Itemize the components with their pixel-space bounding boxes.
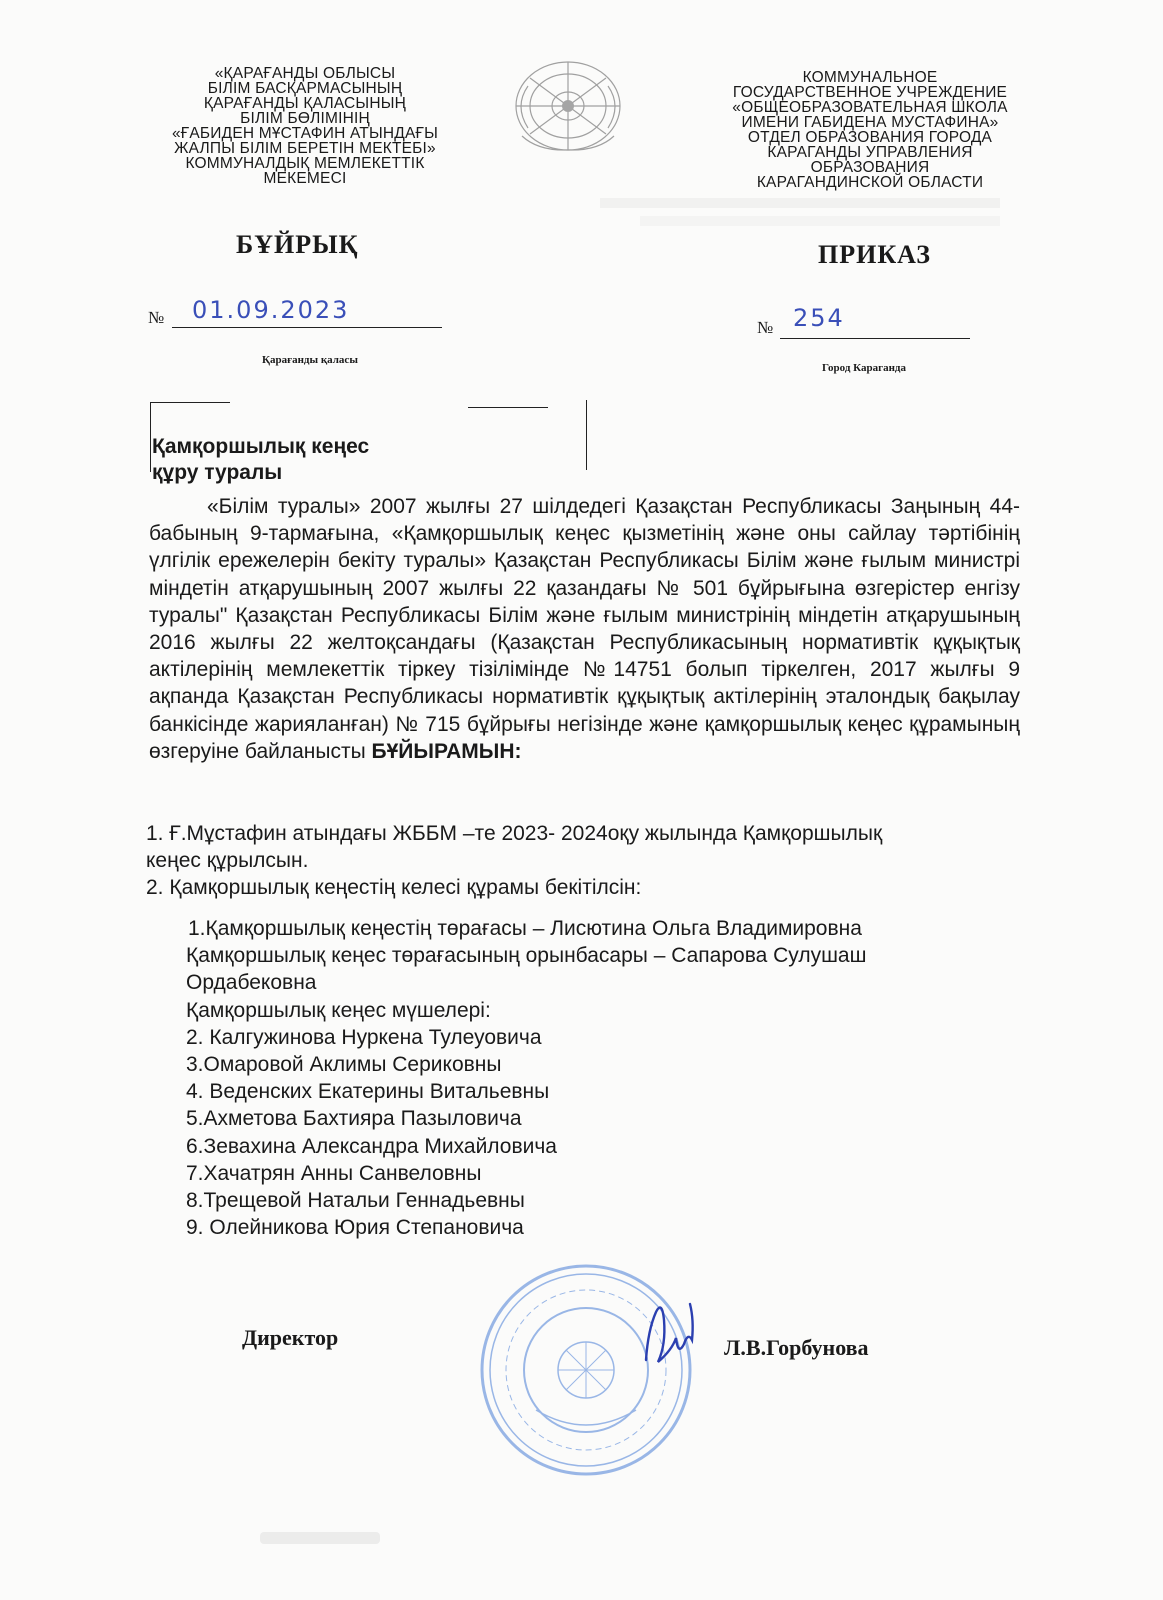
preamble-text: «Білім туралы» 2007 жылғы 27 шілдедегі Қазақстан Республикасы Заңының 44-бабының 9-тармағына, «Қамқоршылық кеңес қызметінің және оны сайлау тәртібінің үлгілік ережелерін бекіту туралы» Қазақстан Республикасы Білім және ғылым министрі міндетін атқарушының 2007 жылғы 22 қазандағы № 501 бұйрығына өзгерістер енгізу туралы" Қазақстан Республикасы Білім және ғылым министрінің міндетін атқарушының 2016 жылғы 22 желтоқсандағы (Қазақстан Республикасының нормативтік құқықтық актілерінің мемлекеттік тіркеу тізілімінде №14751 болып тіркелген, 2017 жылғы 9 ақпанда Қазақстан Республикасы нормативтік құқықтық актілерінің эталондық бақылау банкісінде жарияланған) № 715 бұйрығы негізінде және қамқоршылық кеңес құрамының өзгеруіне байланысты <box>149 495 1020 763</box>
date-number-sign: № <box>148 308 165 327</box>
header-left-line: КОММУНАЛДЫҚ МЕМЛЕКЕТТІК <box>185 155 425 172</box>
state-emblem-icon <box>508 56 628 156</box>
order-item-1-line: кеңес құрылсын. <box>146 849 309 873</box>
header-right-line: ОБРАЗОВАНИЯ <box>810 159 930 176</box>
header-right-line: ОТДЕЛ ОБРАЗОВАНИЯ ГОРОДА <box>747 129 993 146</box>
header-left-line: «ҚАРАҒАНДЫ ОБЛЫСЫ <box>214 65 396 82</box>
header-left-line: БІЛІМ БАСҚАРМАСЫНЫҢ <box>207 80 403 97</box>
order-item-1-line: 1. Ғ.Мұстафин атындағы ЖББМ –те 2023- 2024оқу жылында Қамқоршылық <box>146 822 883 845</box>
council-member-line: 8.Трещевой Натальи Геннадьевны <box>186 1189 525 1213</box>
council-members-list <box>186 915 866 1241</box>
subject-bracket-right-vertical <box>586 400 587 470</box>
subject-bracket-left-vertical <box>150 402 151 472</box>
order-item-2-text: 2. Қамқоршылық кеңестің келесі құрамы бекітілсін: <box>146 876 642 899</box>
header-left-line: ҚАРАҒАНДЫ ҚАЛАСЫНЫҢ <box>203 95 407 112</box>
header-right-line: КОММУНАЛЬНОЕ <box>802 69 938 86</box>
order-subject-line: құру туралы <box>152 461 283 484</box>
header-left-line: «ҒАБИДЕН МҰСТАФИН АТЫНДАҒЫ <box>171 125 439 142</box>
header-left-line: МЕКЕМЕСІ <box>263 170 347 187</box>
order-subject <box>152 434 369 486</box>
subject-bracket-left-top <box>150 402 230 403</box>
council-member-line: 1.Қамқоршылық кеңестің төрағасы – Лисютина Ольга Владимировна <box>188 917 862 940</box>
council-member-line: 3.Омаровой Аклимы Сериковны <box>186 1053 502 1077</box>
order-number-sign: № <box>757 318 774 337</box>
header-right <box>700 70 1040 190</box>
scan-smudge-decoration <box>260 1532 380 1544</box>
header-right-line: КАРАГАНДИНСКОЙ ОБЛАСТИ <box>756 174 984 191</box>
header-left <box>140 66 470 186</box>
council-member-line: 2. Калгужинова Нуркена Тулеуовича <box>186 1025 542 1049</box>
order-number-underline <box>780 338 970 339</box>
header-right-line: ГОСУДАРСТВЕННОЕ УЧРЕЖДЕНИЕ <box>732 84 1008 101</box>
council-member-line: 4. Веденских Екатерины Витальевны <box>186 1080 550 1104</box>
header-right-line: ИМЕНИ ГАБИДЕНА МУСТАФИНА» <box>741 114 999 131</box>
city-russian: Город Караганда <box>822 362 906 374</box>
order-subject-line: Қамқоршылық кеңес <box>152 435 370 458</box>
council-member-line: Ордабековна <box>186 971 317 995</box>
title-kazakh: БҰЙРЫҚ <box>236 230 359 259</box>
council-member-line: 7.Хачатрян Анны Санвеловны <box>186 1161 482 1185</box>
city-kazakh: Қарағанды қаласы <box>262 354 358 366</box>
signature-name: Л.В.Горбунова <box>724 1335 869 1360</box>
header-left-line: БІЛІМ БӨЛІМІНІҢ <box>240 110 370 127</box>
header-left-line: ЖАЛПЫ БІЛІМ БЕРЕТІН МЕКТЕБІ» <box>174 140 436 157</box>
header-right-line: КАРАГАНДЫ УПРАВЛЕНИЯ <box>767 144 973 161</box>
council-member-line: 5.Ахметова Бахтияра Пазыловича <box>186 1107 522 1131</box>
order-item-1 <box>146 820 882 874</box>
title-russian: ПРИКАЗ <box>818 240 932 269</box>
council-member-line: 9. Олейникова Юрия Степановича <box>186 1216 524 1240</box>
subject-bracket-right-top <box>468 407 548 408</box>
signature-role: Директор <box>242 1325 339 1350</box>
header-right-line: «ОБЩЕОБРАЗОВАТЕЛЬНАЯ ШКОЛА <box>732 99 1008 116</box>
date-underline <box>172 327 442 328</box>
director-signature-icon <box>628 1290 718 1380</box>
bleed-through-decoration <box>600 190 1000 270</box>
order-item-2 <box>146 874 641 901</box>
date-handwritten: 01.09.2023 <box>192 296 350 324</box>
order-number-handwritten: 254 <box>793 304 845 332</box>
preamble-paragraph <box>149 493 1020 765</box>
council-member-line: Қамқоршылық кеңес мүшелері: <box>186 998 491 1022</box>
council-member-line: 6.Зевахина Александра Михайловича <box>186 1134 557 1158</box>
council-member-line: Қамқоршылық кеңес төрағасының орынбасары – Сапарова Сулушаш <box>186 944 867 968</box>
order-keyword: БҰЙЫРАМЫН: <box>371 739 522 763</box>
